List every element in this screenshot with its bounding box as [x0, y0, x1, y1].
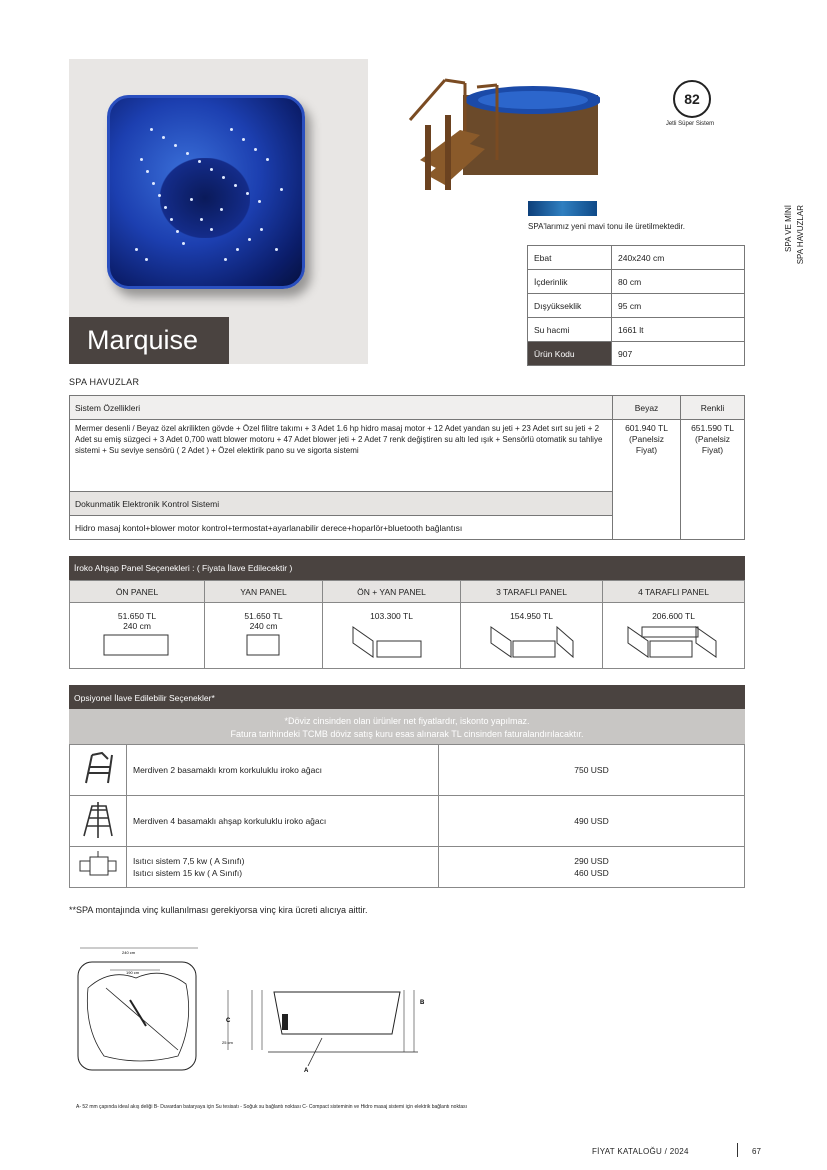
- white-price: 601.940 TL: [625, 423, 668, 433]
- option-price: 460 USD: [574, 868, 609, 878]
- col-system-header: Sistem Özellikleri: [70, 396, 613, 420]
- heater-icon: [70, 847, 127, 888]
- option-desc: Isıtıcı sistem 15 kw ( A Sınıfı): [133, 868, 243, 878]
- option-price: 290 USD: [574, 856, 609, 866]
- product-title: Marquise: [69, 317, 229, 364]
- footer-divider: [737, 1143, 738, 1157]
- drawing-legend: A- 52 mm çapında ideal akış deliği B- Duvardan bataryaya için Su tesisatı - Soğuk su bağlantı noktası C- Compact sisteminin ve Hidro masaj sistemi için elektrik bağlantı noktası: [76, 1104, 468, 1110]
- panel-three-sided: 154.950 TL: [461, 603, 603, 669]
- panel-options-table: ÖN PANEL YAN PANEL ÖN + YAN PANEL 3 TARAFLI PANEL 4 TARAFLI PANEL 51.650 TL 240 cm 51.650 TL 240 cm 103.300 TL 154.950 TL 206.600 TL: [69, 580, 745, 669]
- optional-extras-table: [69, 744, 745, 888]
- option-price: 750 USD: [439, 745, 745, 796]
- panel-front: 51.650 TL 240 cm: [70, 603, 205, 669]
- system-features-text: Mermer desenli / Beyaz özel akrilikten gövde + Özel filitre takımı + 3 Adet 1.6 hp hidro masaj motor + 12 Adet yandan su jeti + 23 Adet sırt su jeti + 2 Adet su emiş süzgeci + 3 Adet 0,700 watt blower motoru + 47 Adet blower jeti + 2 Adet 7 renk değiştiren su altı led ışık + Sensörlü otomatik su tahliye sistemi + Su seviye sensörü ( 2 Adet ) + Özel elektirik pano su ve sigorta sistemi: [70, 420, 613, 492]
- svg-text:190 cm: 190 cm: [126, 970, 140, 975]
- footer-catalog: FİYAT KATALOĞU / 2024: [592, 1147, 689, 1156]
- crane-footnote: **SPA montajında vinç kullanılması gerekiyorsa vinç kira ücreti alıcıya aittir.: [69, 905, 368, 915]
- color-note: SPA'larımız yeni mavi tonu ile üretilmektedir.: [528, 222, 685, 231]
- white-price-note: (Panelsiz Fiyat): [629, 434, 664, 455]
- control-system-text: Hidro masaj kontol+blower motor kontrol+termostat+ayarlanabilir derece+hoparlör+bluetooth bağlantısı: [70, 516, 613, 540]
- svg-text:B: B: [420, 1000, 425, 1006]
- svg-text:C: C: [226, 1018, 231, 1024]
- svg-text:A: A: [304, 1068, 309, 1074]
- top-view-drawing: [70, 940, 215, 1075]
- control-system-title: Dokunmatik Elektronik Kontrol Sistemi: [70, 492, 613, 516]
- section-label: SPA HAVUZLAR: [69, 377, 140, 387]
- svg-text:25 cm: 25 cm: [222, 1040, 233, 1045]
- optional-extras-header: Opsiyonel İlave Edilebilir Seçenekler*: [69, 685, 745, 709]
- chrome-ladder-icon: [70, 745, 127, 796]
- wooden-ladder-icon: [70, 796, 127, 847]
- panel-side: 51.650 TL 240 cm: [205, 603, 323, 669]
- col-white-header: Beyaz: [613, 396, 681, 420]
- option-desc: Merdiven 4 basamaklı ahşap korkuluklu iroko ağacı: [127, 796, 439, 847]
- color-swatch: [528, 201, 597, 216]
- color-price-note: (Panelsiz Fiyat): [695, 434, 730, 455]
- option-desc: Merdiven 2 basamaklı krom korkuluklu iroko ağacı: [127, 745, 439, 796]
- spa-with-stairs-image: [405, 75, 600, 195]
- jet-system-label: Jetli Süper Sistem: [665, 121, 715, 127]
- product-image: [69, 59, 368, 364]
- features-table: [69, 395, 745, 540]
- panel-options-header: İroko Ahşap Panel Seçenekleri : ( Fiyata İlave Edilecektir ): [69, 556, 745, 580]
- spec-table: Ebat 240x240 cm İçderinlik 80 cm Dışyükseklik 95 cm Su hacmi 1661 lt Ürün Kodu 907: [527, 245, 745, 366]
- currency-note: *Döviz cinsinden olan ürünler net fiyatlardır, iskonto yapılmaz. Fatura tarihindeki TCMB döviz satış kuru esas alınarak TL cinsinden faturalandırılacaktır.: [69, 709, 745, 744]
- spa-tub-illustration: [107, 95, 305, 289]
- panel-front-side: 103.300 TL: [323, 603, 461, 669]
- option-desc: Isıtıcı sistem 7,5 kw ( A Sınıfı): [133, 856, 245, 866]
- panel-four-sided: 206.600 TL: [603, 603, 745, 669]
- option-price: 490 USD: [439, 796, 745, 847]
- page-number: 67: [752, 1147, 761, 1156]
- side-view-drawing: [222, 980, 437, 1075]
- color-price: 651.590 TL: [691, 423, 734, 433]
- col-color-header: Renkli: [681, 396, 745, 420]
- jet-system-icon: 82: [673, 80, 711, 118]
- svg-text:240 cm: 240 cm: [122, 950, 136, 955]
- side-section-label: SPA VE MİNİ SPA HAVUZLAR: [784, 205, 805, 265]
